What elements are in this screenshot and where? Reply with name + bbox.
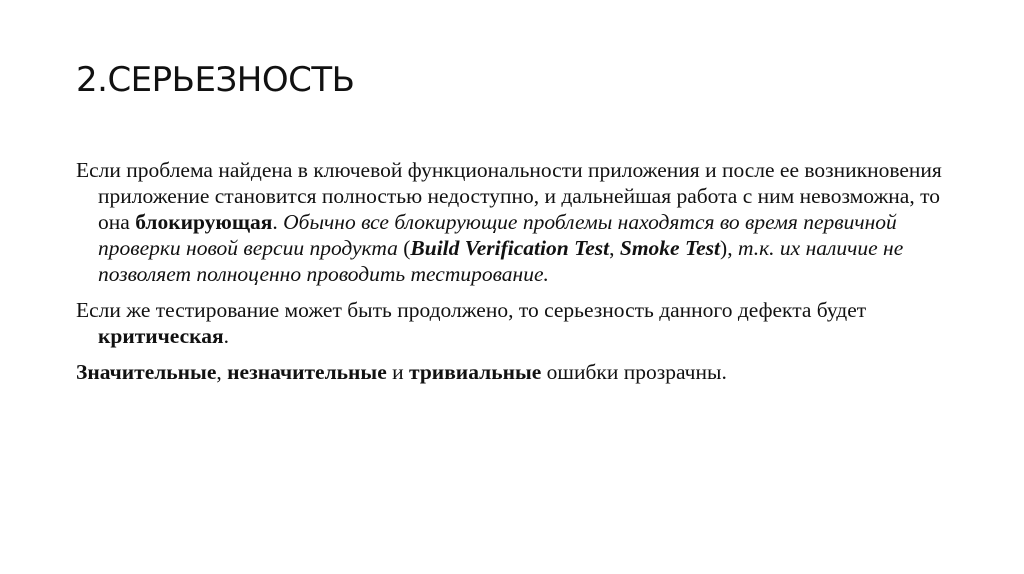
text-run: и — [386, 360, 410, 384]
text-run: , — [609, 236, 620, 260]
text-run: ошибки прозрачны. — [541, 360, 727, 384]
italic-note: Обычно все блокирующие проблемы находятся во время первичной проверки новой версии продукта — [98, 210, 897, 260]
term-critical: критическая — [98, 324, 224, 348]
slide-title: 2.СЕРЬЕЗНОСТЬ — [76, 60, 355, 100]
term-build-verification-test: Build Verification Test — [410, 236, 610, 260]
text-run: ( — [397, 236, 411, 260]
slide-body — [76, 157, 956, 385]
text-run: ), — [720, 236, 738, 260]
paragraph-blocking — [76, 157, 956, 287]
term-blocking: блокирующая — [135, 210, 273, 234]
text-run: Если проблема найдена в ключевой функциональности приложения и после ее возникновения приложение становится полностью недоступно, и дальнейшая работа с ним невозможна, то она — [76, 158, 942, 234]
paragraph-other-severities — [76, 359, 956, 385]
term-major: Значительные — [76, 360, 217, 384]
text-run: , — [216, 360, 228, 384]
term-minor: незначительные — [227, 360, 387, 384]
text-run: . — [272, 210, 284, 234]
italic-note: т.к. их наличие не позволяет полноценно проводить тестирование. — [98, 236, 904, 286]
term-trivial: тривиальные — [409, 360, 542, 384]
paragraph-critical — [76, 297, 956, 349]
term-smoke-test: Smoke Test — [619, 236, 721, 260]
text-run: . — [223, 324, 229, 348]
text-run: Если же тестирование может быть продолжено, то серьезность данного дефекта будет — [76, 298, 867, 322]
